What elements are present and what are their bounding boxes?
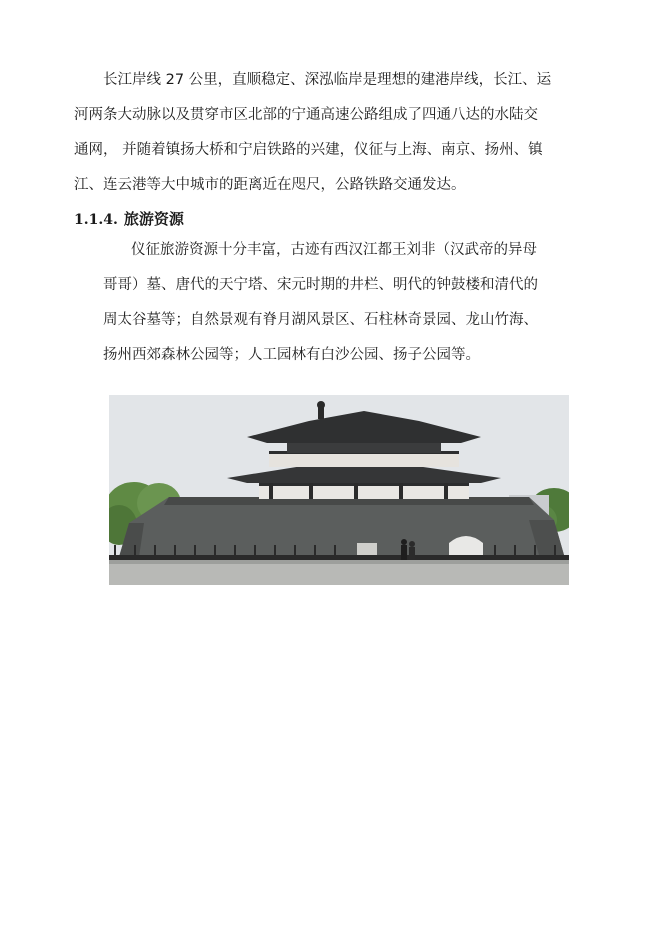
paragraph1-line-2: 河两条大动脉以及贯穿市区北部的宁通高速公路组成了四通八达的水陆交 <box>74 107 538 123</box>
section-heading <box>74 208 184 231</box>
paragraph2-line-2: 哥哥）墓、唐代的天宁塔、宋元时期的井栏、明代的钟鼓楼和清代的 <box>103 277 538 293</box>
paragraph1-line-1: 长江岸线 27 公里，直顺稳定、深泓临岸是理想的建港岸线，长江、运 <box>103 72 552 88</box>
paragraph1-line-3: 通网， 并随着镇扬大桥和宁启铁路的兴建，仪征与上海、南京、扬州、镇 <box>74 142 543 158</box>
section-number: 1.1.4. <box>74 212 118 228</box>
drum-tower-photo <box>109 395 569 585</box>
paragraph1-line-4: 江、连云港等大中城市的距离近在咫尺，公路铁路交通发达。 <box>74 177 466 193</box>
paragraph2-line-3: 周太谷墓等；自然景观有脊月湖风景区、石柱林奇景园、龙山竹海、 <box>103 312 538 328</box>
paragraph2-line-4: 扬州西郊森林公园等；人工园林有白沙公园、扬子公园等。 <box>103 347 480 363</box>
section-title: 旅游资源 <box>123 210 184 228</box>
paragraph2-line-1: 仪征旅游资源十分丰富，古迹有西汉江都王刘非（汉武帝的异母 <box>131 242 537 258</box>
